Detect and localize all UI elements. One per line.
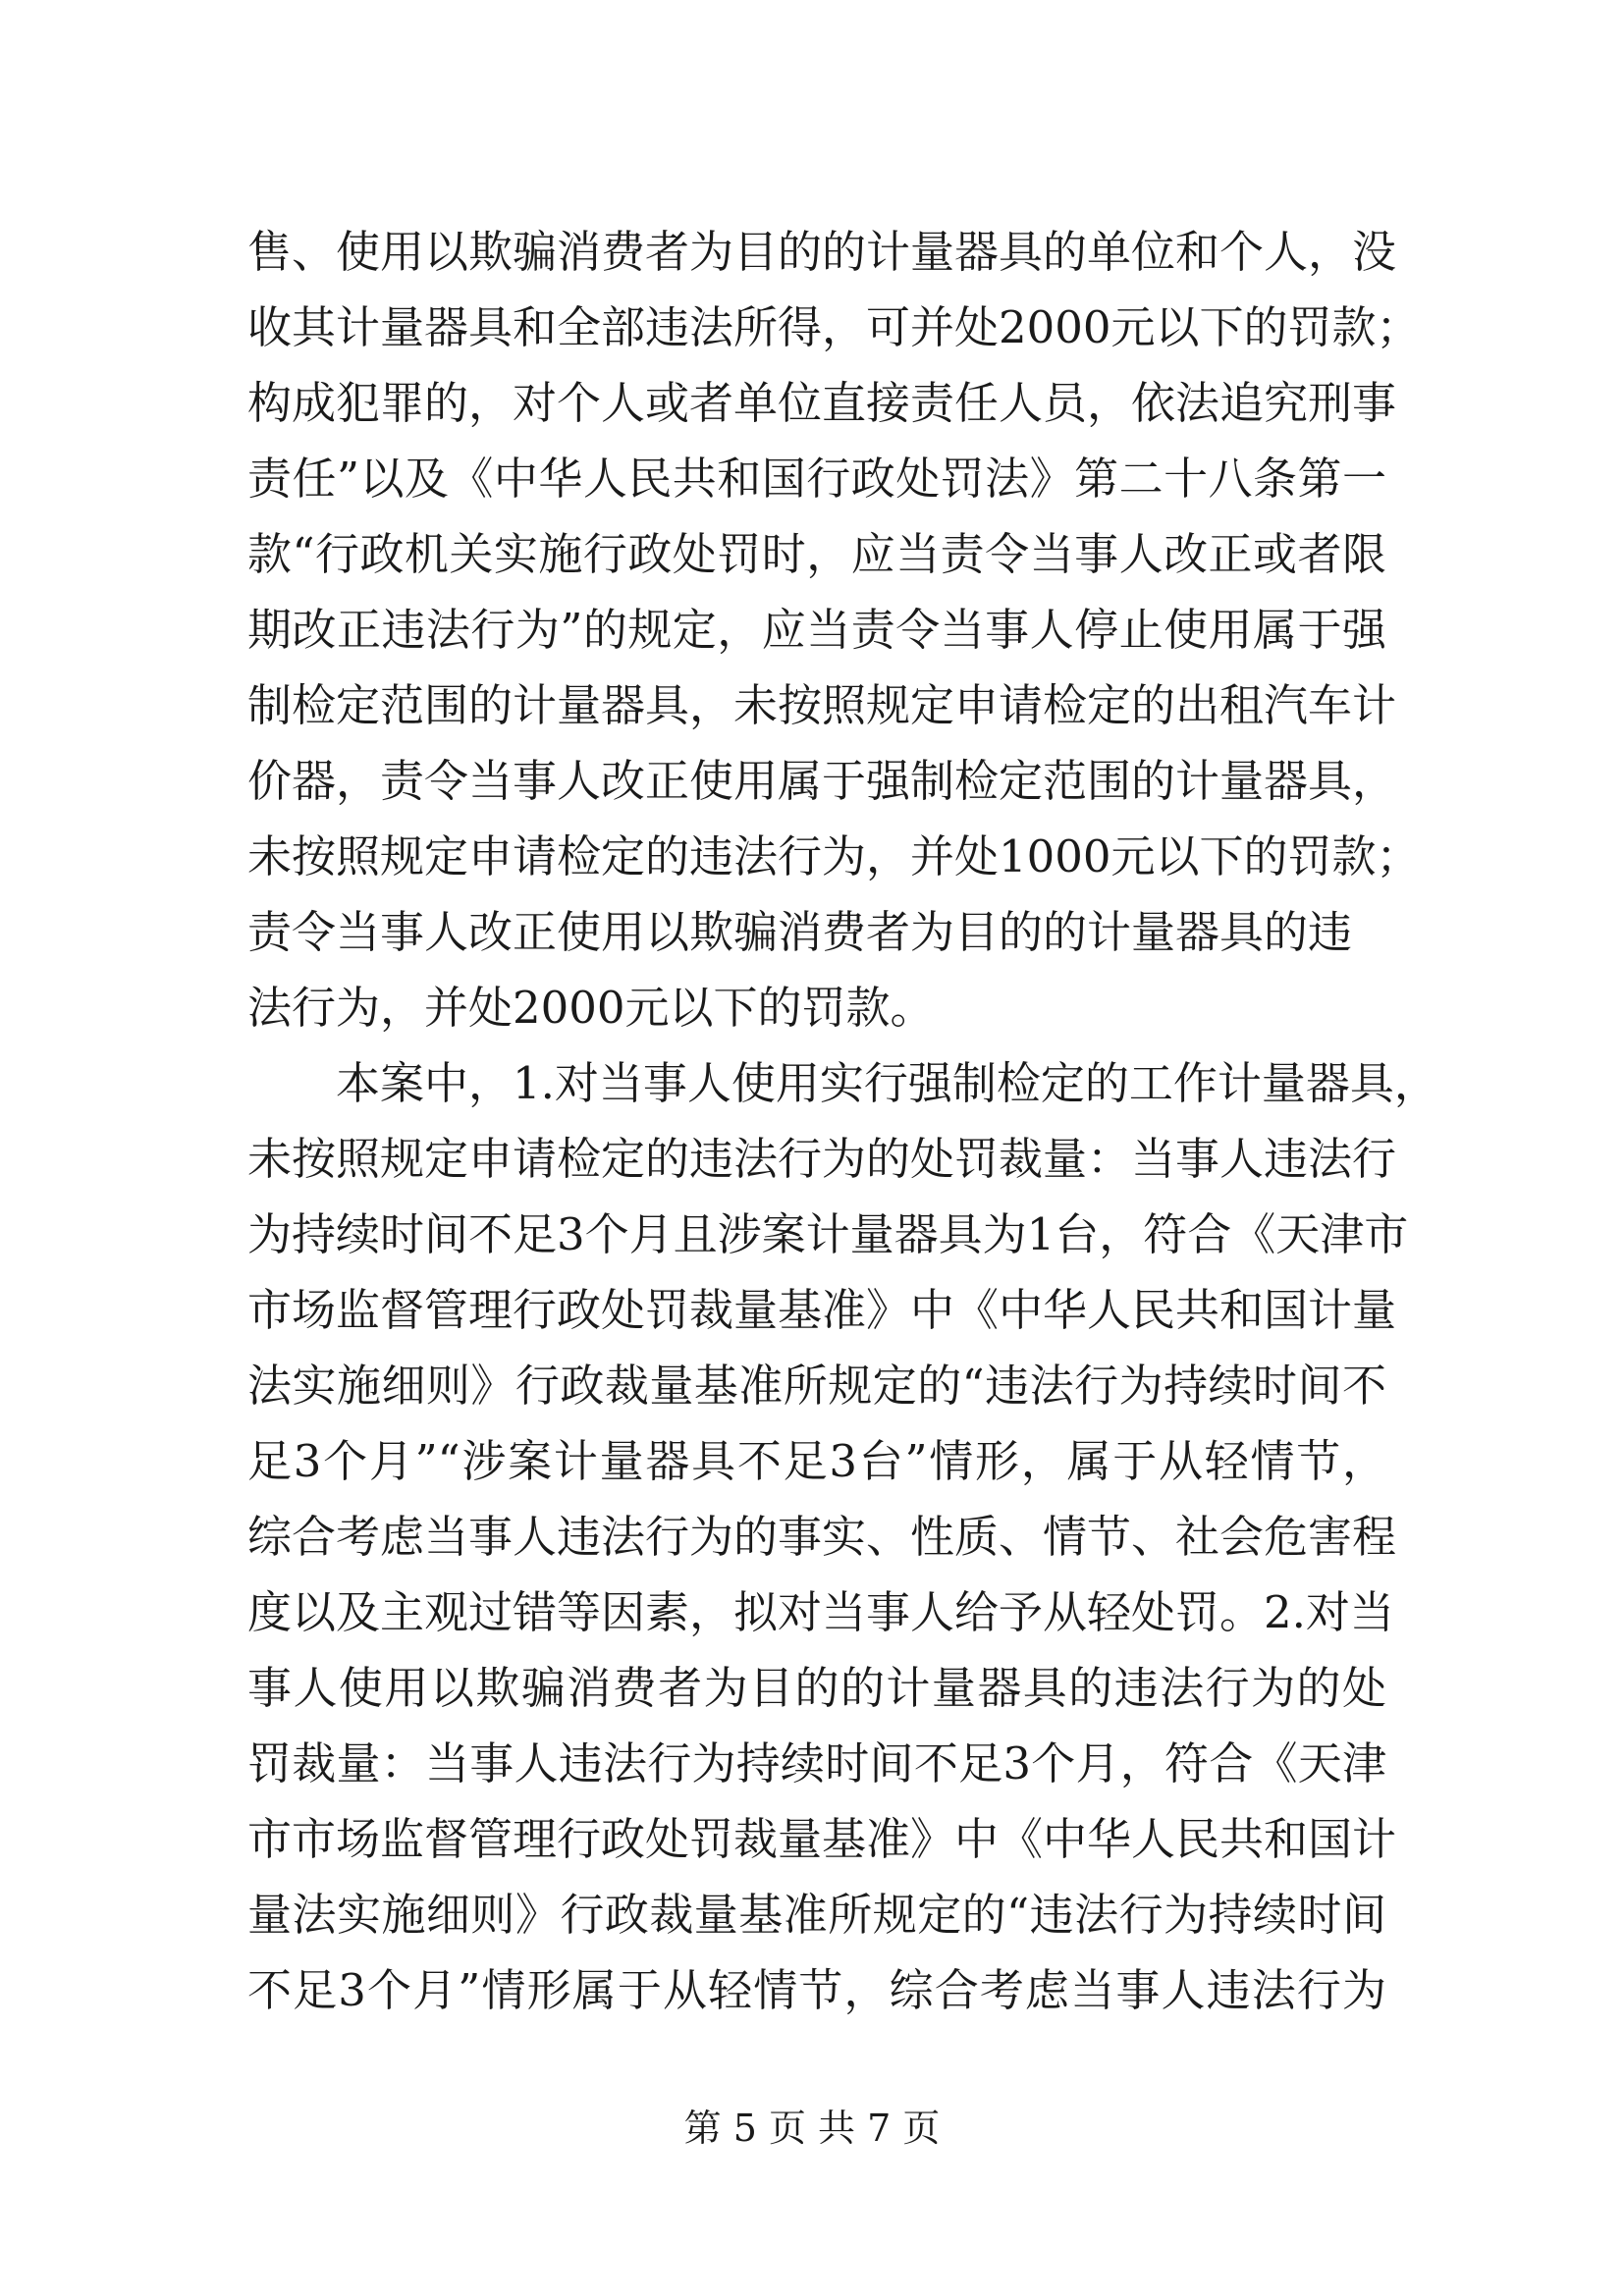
body-text-line: 罚裁量：当事人违法行为持续时间不足3个月，符合《天津: [247, 1737, 1386, 1789]
body-text-line: 法实施细则》行政裁量基准所规定的“违法行为持续时间不: [247, 1360, 1386, 1412]
body-text-line: 款“行政机关实施行政处罚时，应当责令当事人改正或者限: [247, 528, 1386, 580]
body-text-line: 售、使用以欺骗消费者为目的的计量器具的单位和个人，没: [247, 226, 1397, 278]
body-text-line: 责任”以及《中华人民共和国行政处罚法》第二十八条第一: [247, 453, 1386, 505]
body-text-line: 构成犯罪的，对个人或者单位直接责任人员，依法追究刑事: [247, 377, 1397, 429]
body-text-line: 未按照规定申请检定的违法行为的处罚裁量：当事人违法行: [247, 1133, 1397, 1185]
body-text-line: 收其计量器具和全部违法所得，可并处2000元以下的罚款；: [247, 301, 1421, 353]
body-text-line: 未按照规定申请检定的违法行为，并处1000元以下的罚款；: [247, 830, 1421, 882]
body-text-line: 度以及主观过错等因素，拟对当事人给予从轻处罚。2.对当: [247, 1586, 1394, 1638]
body-text-line: 制检定范围的计量器具，未按照规定申请检定的出租汽车计: [247, 679, 1397, 731]
body-text-line: 期改正违法行为”的规定，应当责令当事人停止使用属于强: [247, 604, 1386, 656]
body-text-line: 足3个月”“涉案计量器具不足3台”情形，属于从轻情节，: [247, 1435, 1386, 1487]
body-text-line: 市场监督管理行政处罚裁量基准》中《中华人民共和国计量: [247, 1284, 1397, 1336]
page-number-footer: 第 5 页 共 7 页: [683, 2107, 941, 2150]
body-text-line: 事人使用以欺骗消费者为目的的计量器具的违法行为的处: [247, 1662, 1386, 1714]
body-text-line: 责令当事人改正使用以欺骗消费者为目的的计量器具的违: [247, 906, 1353, 958]
paragraph-first-line: 本案中，1.对当事人使用实行强制检定的工作计量器具，: [336, 1057, 1438, 1109]
body-text-line: 量法实施细则》行政裁量基准所规定的“违法行为持续时间: [247, 1889, 1386, 1941]
body-text-line: 不足3个月”情形属于从轻情节，综合考虑当事人违法行为: [247, 1964, 1386, 2016]
body-text-line: 法行为，并处2000元以下的罚款。: [247, 982, 935, 1034]
body-text-line: 市市场监督管理行政处罚裁量基准》中《中华人民共和国计: [247, 1813, 1397, 1865]
body-text-line: 为持续时间不足3个月且涉案计量器具为1台，符合《天津市: [247, 1208, 1409, 1260]
body-text-line: 综合考虑当事人违法行为的事实、性质、情节、社会危害程: [247, 1511, 1397, 1563]
body-text-line: 价器，责令当事人改正使用属于强制检定范围的计量器具，: [247, 755, 1397, 807]
